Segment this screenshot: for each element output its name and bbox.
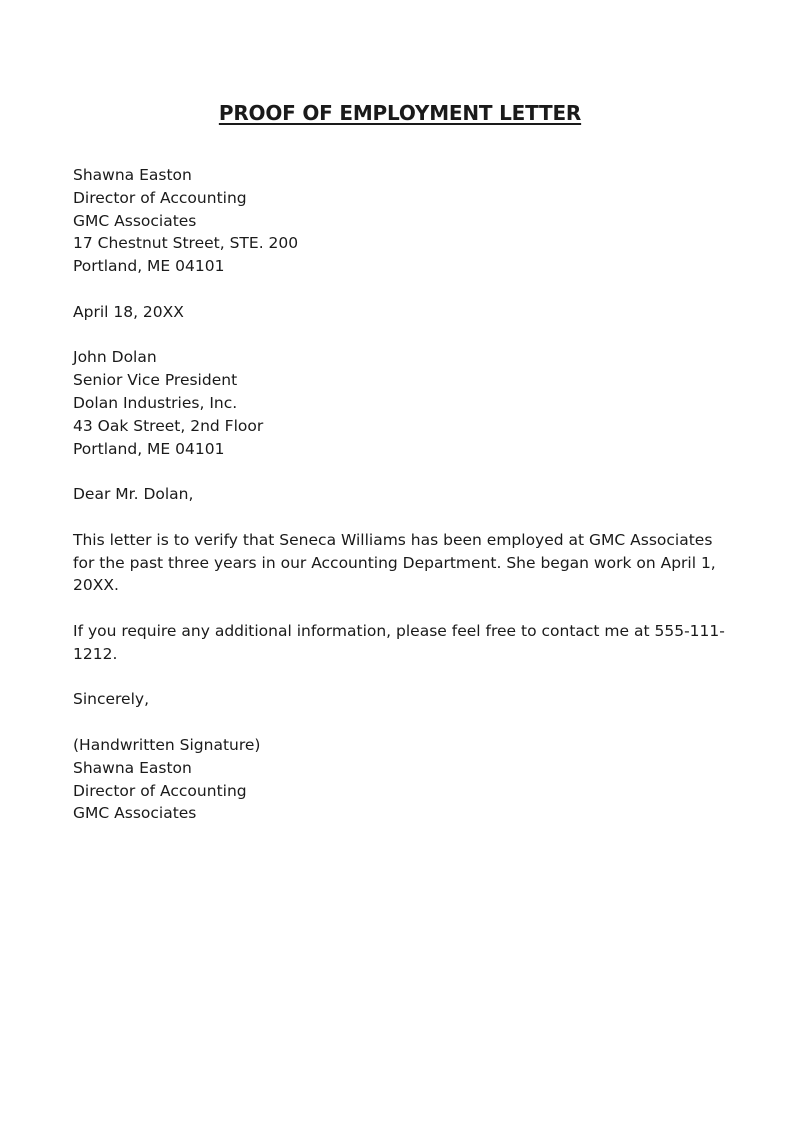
recipient-company: Dolan Industries, Inc.	[73, 393, 238, 412]
paragraph-line: 1212.	[73, 644, 118, 663]
paragraph-line: If you require any additional information, please feel free to contact me at 555-111-	[73, 621, 725, 640]
sender-company: GMC Associates	[73, 211, 197, 230]
sender-name: Shawna Easton	[73, 166, 192, 184]
letter-body	[73, 164, 733, 825]
closing-block	[73, 688, 733, 711]
recipient-title: Senior Vice President	[73, 371, 238, 390]
recipient-address	[73, 346, 733, 460]
sender-title: Director of Accounting	[73, 188, 247, 207]
paragraph-line: for the past three years in our Accounting Department. She began work on April 1,	[73, 553, 716, 572]
salutation-block	[73, 483, 733, 506]
recipient-city: Portland, ME 04101	[73, 439, 225, 458]
signer-name: Shawna Easton	[73, 758, 192, 777]
recipient-street: 43 Oak Street, 2nd Floor	[73, 416, 264, 435]
letter-title-container	[0, 99, 800, 127]
sender-city: Portland, ME 04101	[73, 257, 225, 276]
sender-street: 17 Chestnut Street, STE. 200	[73, 234, 299, 253]
closing: Sincerely,	[73, 690, 150, 709]
signer-company: GMC Associates	[73, 804, 197, 823]
letter-title: PROOF OF EMPLOYMENT LETTER	[218, 101, 582, 125]
date-block	[73, 301, 733, 324]
verification-paragraph	[73, 529, 733, 597]
paragraph-line: This letter is to verify that Seneca Williams has been employed at GMC Associates	[73, 530, 713, 549]
contact-paragraph	[73, 620, 733, 666]
sender-address	[73, 164, 733, 278]
letter-date: April 18, 20XX	[73, 302, 184, 321]
signature-block	[73, 734, 733, 825]
signer-title: Director of Accounting	[73, 781, 247, 800]
salutation: Dear Mr. Dolan,	[73, 485, 194, 504]
paragraph-line: 20XX.	[73, 576, 119, 595]
signature-placeholder: (Handwritten Signature)	[73, 735, 261, 754]
recipient-name: John Dolan	[73, 348, 157, 367]
